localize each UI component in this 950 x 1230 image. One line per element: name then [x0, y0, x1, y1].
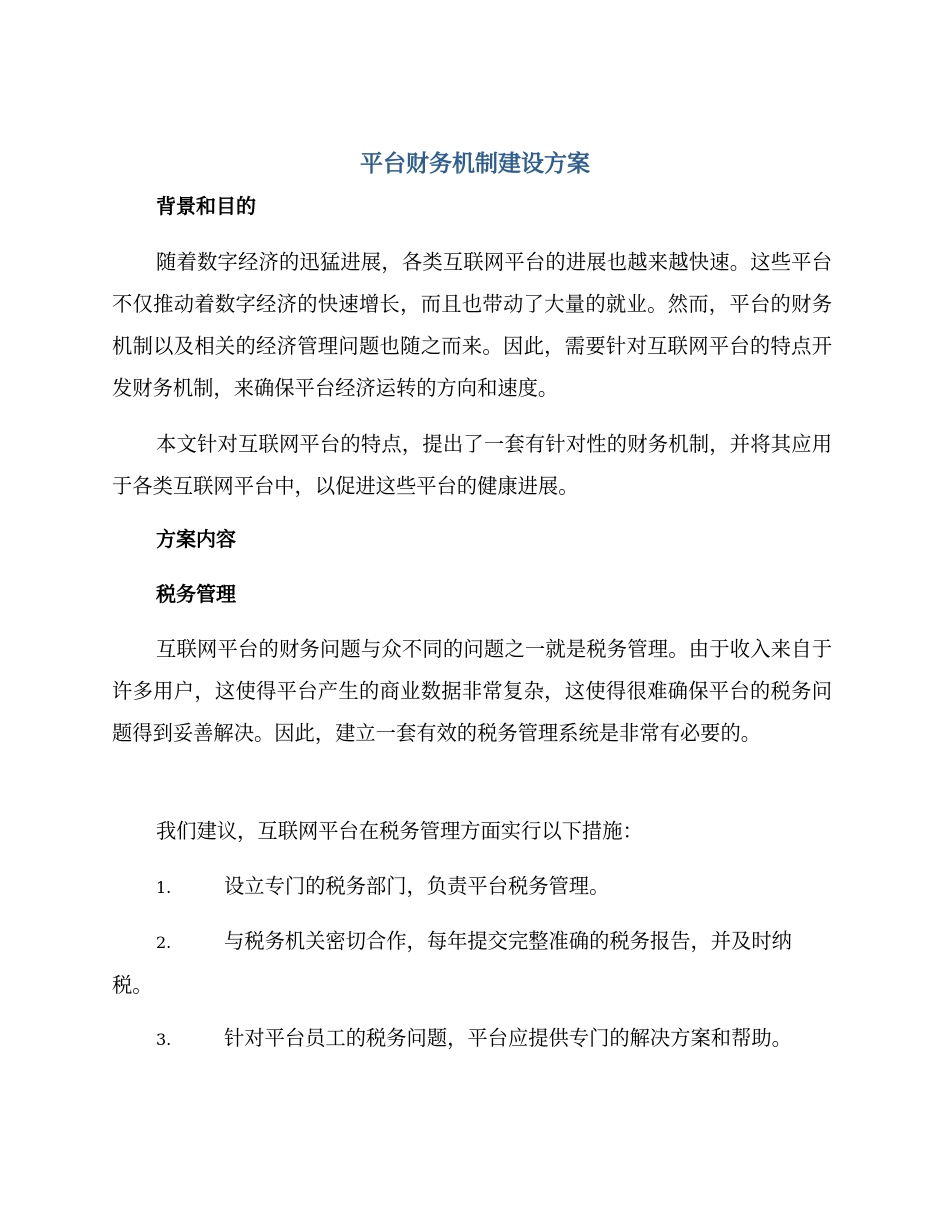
- list-text: 针对平台员工的税务问题，平台应提供专门的解决方案和帮助。: [224, 1026, 792, 1050]
- list-number: 3.: [156, 1030, 172, 1049]
- list-number: 1.: [156, 878, 172, 897]
- paragraph-background-1: 随着数字经济的迅猛进展，各类互联网平台的进展也越来越快速。这些平台不仅推动着数字经济的快速增长，而且也带动了大量的就业。然而，平台的财务机制以及相关的经济管理问题也随之而来。因此，需要针对互联网平台的特点开发财务机制，来确保平台经济运转的方向和速度。: [112, 250, 832, 400]
- heading-tax: 税务管理: [156, 582, 236, 606]
- paragraph-tax-1: 互联网平台的财务问题与众不同的问题之一就是税务管理。由于收入来自于许多用户，这使得平台产生的商业数据非常复杂，这使得很难确保平台的税务问题得到妥善解决。因此，建立一套有效的税务管理系统是非常有必要的。: [112, 637, 832, 745]
- heading-content: 方案内容: [156, 527, 236, 551]
- list-item: [112, 865, 832, 909]
- document-title: 平台财务机制建设方案: [360, 151, 590, 177]
- list-text: 设立专门的税务部门，负责平台税务管理。: [224, 874, 610, 898]
- list-text: 与税务机关密切合作，每年提交完整准确的税务报告，并及时纳税。: [112, 929, 792, 997]
- paragraph-tax-2: 我们建议，互联网平台在税务管理方面实行以下措施：: [156, 819, 643, 843]
- paragraph-background-2: 本文针对互联网平台的特点，提出了一套有针对性的财务机制，并将其应用于各类互联网平台中，以促进这些平台的健康进展。: [112, 432, 832, 498]
- list-number: 2.: [156, 933, 172, 952]
- list-item: [112, 920, 832, 1006]
- list-item: [112, 1017, 832, 1061]
- heading-background: 背景和目的: [156, 194, 256, 218]
